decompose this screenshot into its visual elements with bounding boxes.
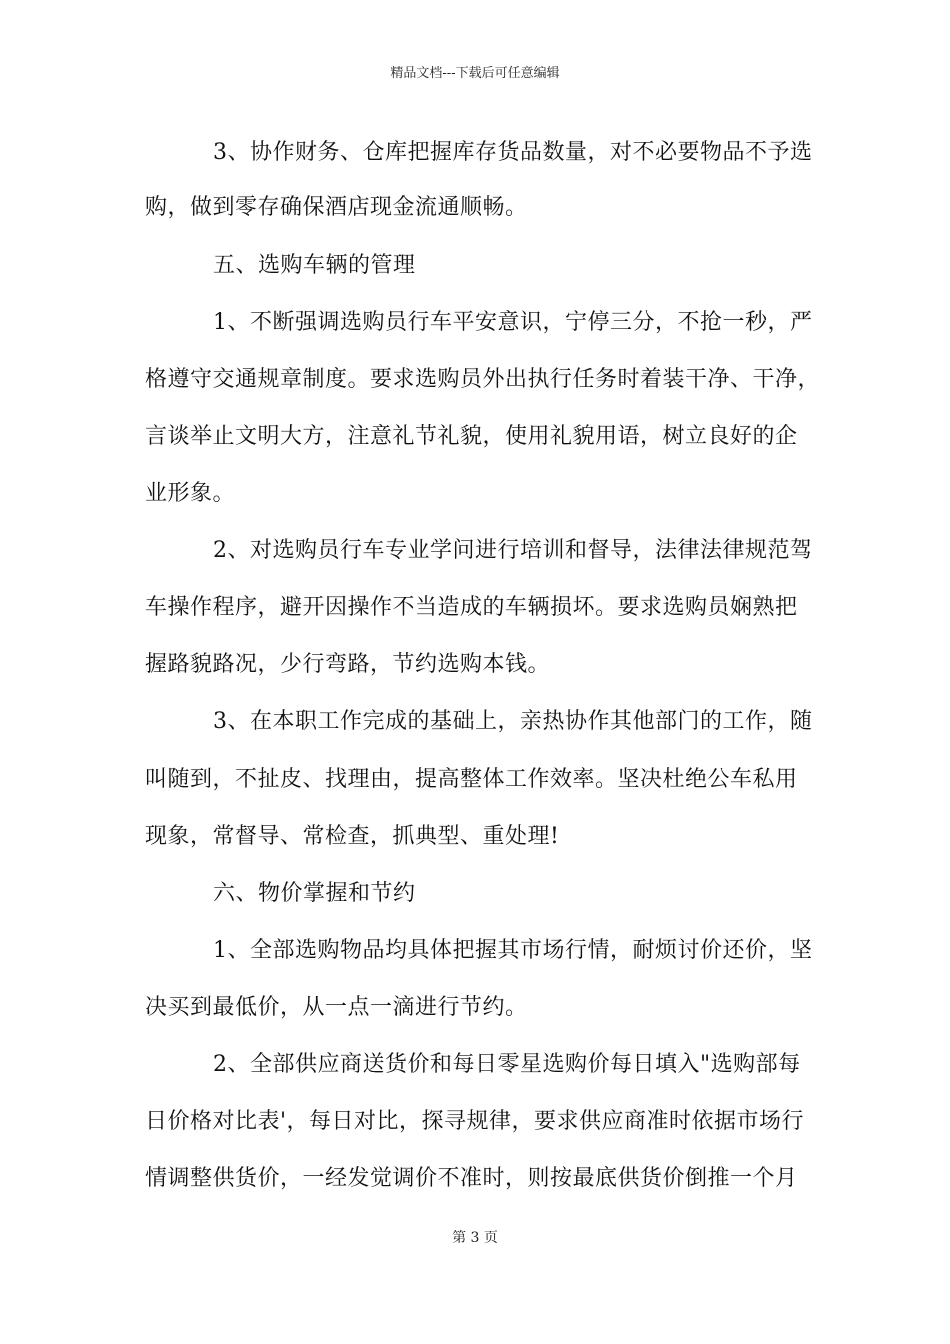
text-line: 2、全部供应商送货价和每日零星选购价每日填入"选购部每 (213, 1052, 801, 1077)
text-line: 2、对选购员行车专业学问进行培训和督导，法律法律规范驾 (213, 538, 813, 563)
text-line: 1、不断强调选购员行车平安意识，宁停三分，不抢一秒，严 (213, 310, 813, 335)
text-line: 决买到最低价，从一点一滴进行节约。 (145, 995, 528, 1020)
text-line: 日价格对比表'，每日对比，探寻规律，要求供应商准时依据市场行 (145, 1109, 805, 1134)
text-line: 车操作程序，避开因操作不当造成的车辆损坏。要求选购员娴熟把 (145, 595, 798, 620)
section-heading: 六、物价掌握和节约 (213, 881, 416, 906)
text-line: 3、协作财务、仓库把握库存货品数量，对不必要物品不予选 (213, 140, 813, 165)
text-line: 购，做到零存确保酒店现金流通顺畅。 (145, 195, 528, 220)
text-line: 情调整供货价，一经发觉调价不准时，则按最底供货价倒推一个月 (145, 1166, 798, 1191)
text-line: 1、全部选购物品均具体把握其市场行情，耐烦讨价还价，坚 (213, 938, 813, 963)
page-number: 第 3 页 (452, 1230, 498, 1246)
text-line: 3、在本职工作完成的基础上，亲热协作其他部门的工作，随 (213, 709, 813, 734)
text-line: 现象，常督导、常检查，抓典型、重处理! (145, 824, 560, 849)
text-line: 叫随到，不扯皮、找理由，提高整体工作效率。坚决杜绝公车私用 (145, 767, 798, 792)
text-line: 格遵守交通规章制度。要求选购员外出执行任务时着装干净、干净， (145, 367, 821, 392)
section-heading: 五、选购车辆的管理 (213, 253, 416, 278)
text-line: 言谈举止文明大方，注意礼节礼貌，使用礼貌用语，树立良好的企 (145, 424, 798, 449)
page-header: 精品文档---下载后可任意编辑 (390, 66, 560, 81)
text-line: 业形象。 (145, 481, 236, 506)
text-line: 握路貌路况，少行弯路，节约选购本钱。 (145, 652, 551, 677)
